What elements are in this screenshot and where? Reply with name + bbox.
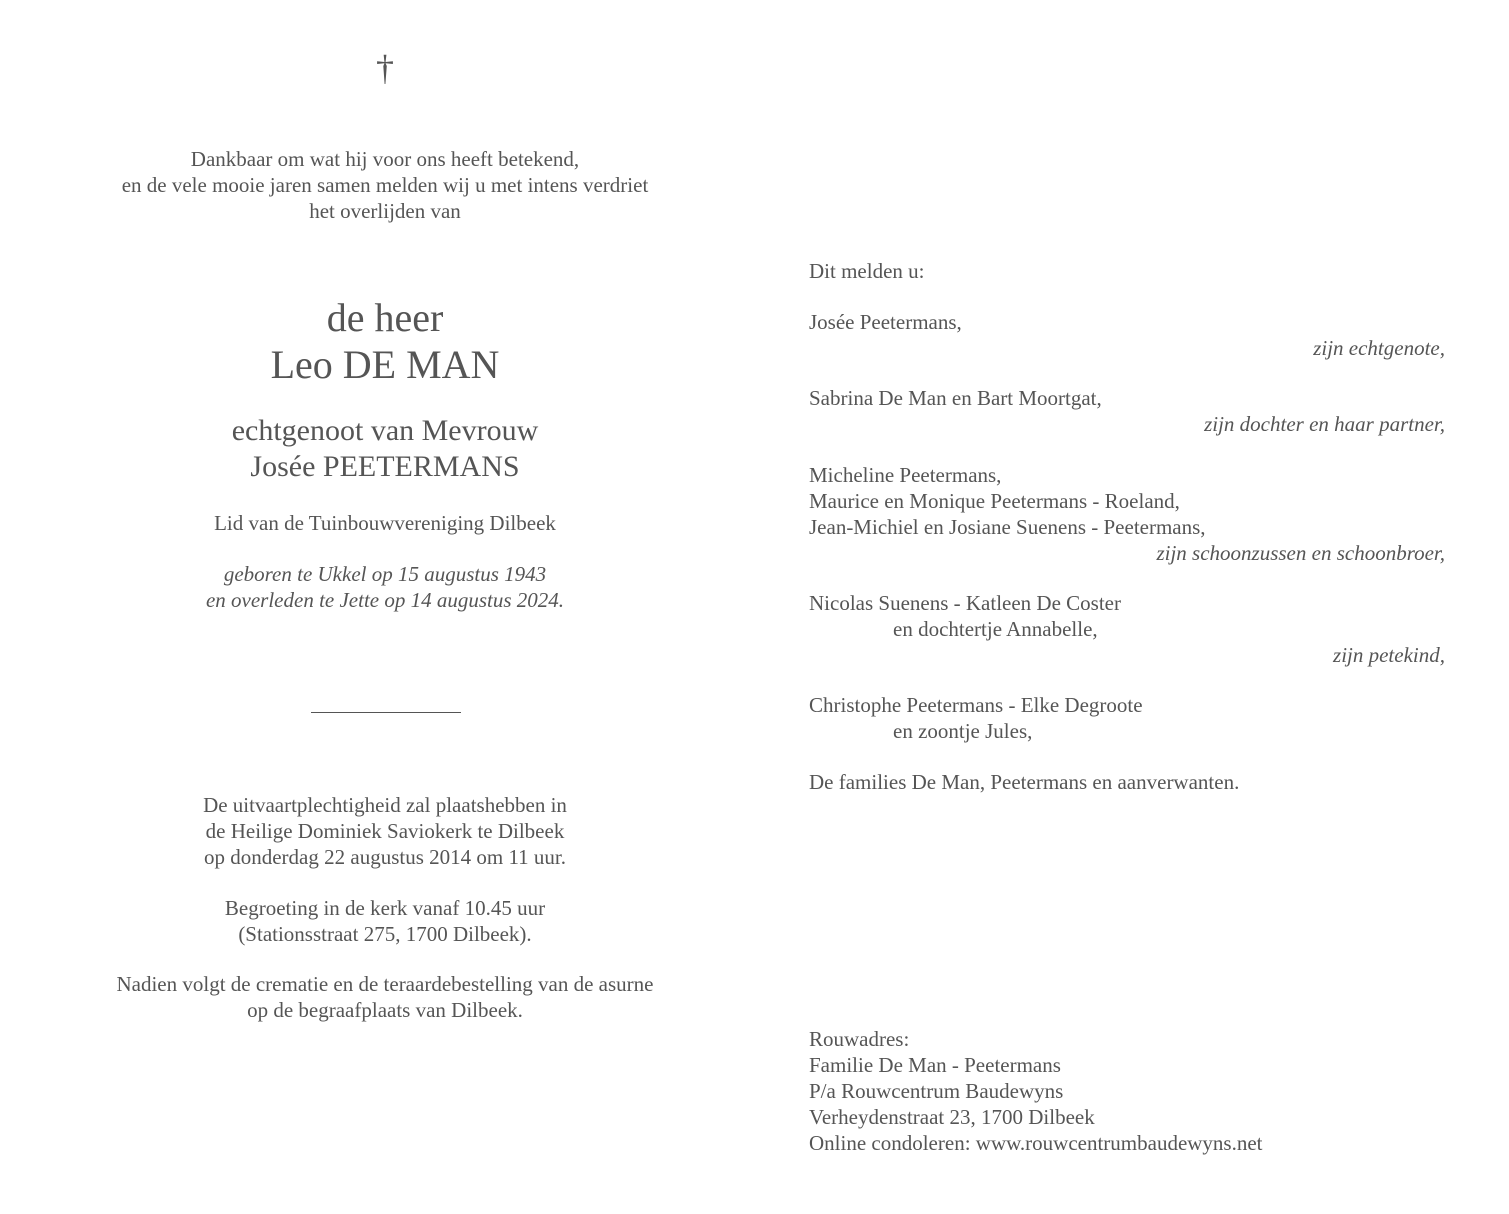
birth-line: geboren te Ukkel op 15 augustus 1943 — [223, 562, 547, 586]
intro-line: het overlijden van — [309, 199, 461, 223]
address-line: Verheydenstraat 23, 1700 Dilbeek — [809, 1105, 1095, 1129]
funeral-info — [0, 792, 770, 870]
intro-line: Dankbaar om wat hij voor ons heeft betekend, — [190, 147, 580, 171]
family-name: Maurice en Monique Peetermans - Roeland, — [809, 489, 1180, 513]
deceased-name: Leo DE MAN — [270, 342, 500, 387]
funeral-line: op donderdag 22 augustus 2014 om 11 uur. — [203, 845, 567, 869]
condolence-line: Online condoleren: www.rouwcentrumbaudewyns.net — [809, 1131, 1263, 1155]
address-heading: Rouwadres: — [809, 1027, 910, 1051]
funeral-line: de Heilige Dominiek Saviokerk te Dilbeek — [205, 819, 565, 843]
opening-text: Dit melden u: — [809, 259, 925, 283]
family-relation: zijn petekind, — [1333, 643, 1445, 667]
intro-text — [0, 146, 770, 224]
cremation-info — [0, 971, 770, 1023]
family-entry — [809, 309, 1445, 361]
family-name: Josée Peetermans, — [809, 310, 962, 334]
greeting-line: Begroeting in de kerk vanaf 10.45 uur — [224, 896, 546, 920]
membership-text: Lid van de Tuinbouwvereniging Dilbeek — [214, 511, 556, 535]
death-line: en overleden te Jette op 14 augustus 2024. — [205, 588, 565, 612]
family-name: Sabrina De Man en Bart Moortgat, — [809, 386, 1102, 410]
family-relation: zijn echtgenote, — [1313, 336, 1445, 360]
spouse-line: echtgenoot van Mevrouw — [231, 414, 539, 447]
family-sub: en dochtertje Annabelle, — [893, 617, 1098, 641]
families-text: De families De Man, Peetermans en aanverwanten. — [809, 770, 1240, 794]
intro-line: en de vele mooie jaren samen melden wij u met intens verdriet — [121, 173, 649, 197]
family-name: Nicolas Suenens - Katleen De Coster — [809, 591, 1121, 615]
mourning-address — [809, 1026, 1445, 1156]
family-relation: zijn dochter en haar partner, — [1204, 412, 1445, 436]
family-name: Jean-Michiel en Josiane Suenens - Peetermans, — [809, 515, 1206, 539]
family-entry — [809, 462, 1445, 566]
deceased-title: de heer — [326, 295, 444, 340]
cremation-line: op de begraafplaats van Dilbeek. — [247, 998, 523, 1022]
greeting-info — [0, 895, 770, 947]
greeting-line: (Stationsstraat 275, 1700 Dilbeek). — [238, 922, 532, 946]
divider-line — [311, 712, 461, 713]
spouse-name: Josée PEETERMANS — [250, 450, 520, 483]
family-name: Christophe Peetermans - Elke Degroote — [809, 693, 1143, 717]
spouse-info — [0, 413, 770, 485]
family-entry — [809, 385, 1445, 437]
right-page — [809, 0, 1445, 1214]
family-relation: zijn schoonzussen en schoonbroer, — [1156, 541, 1445, 565]
birth-death-dates — [0, 561, 770, 613]
funeral-line: De uitvaartplechtigheid zal plaatshebben in — [203, 793, 567, 817]
cremation-line: Nadien volgt de crematie en de teraardebestelling van de asurne — [116, 972, 654, 996]
cross-symbol: † — [376, 48, 394, 88]
family-sub: en zoontje Jules, — [893, 719, 1033, 743]
address-line: P/a Rouwcentrum Baudewyns — [809, 1079, 1064, 1103]
address-line: Familie De Man - Peetermans — [809, 1053, 1061, 1077]
family-entry — [809, 590, 1445, 668]
family-entry — [809, 692, 1445, 744]
family-name: Micheline Peetermans, — [809, 463, 1002, 487]
